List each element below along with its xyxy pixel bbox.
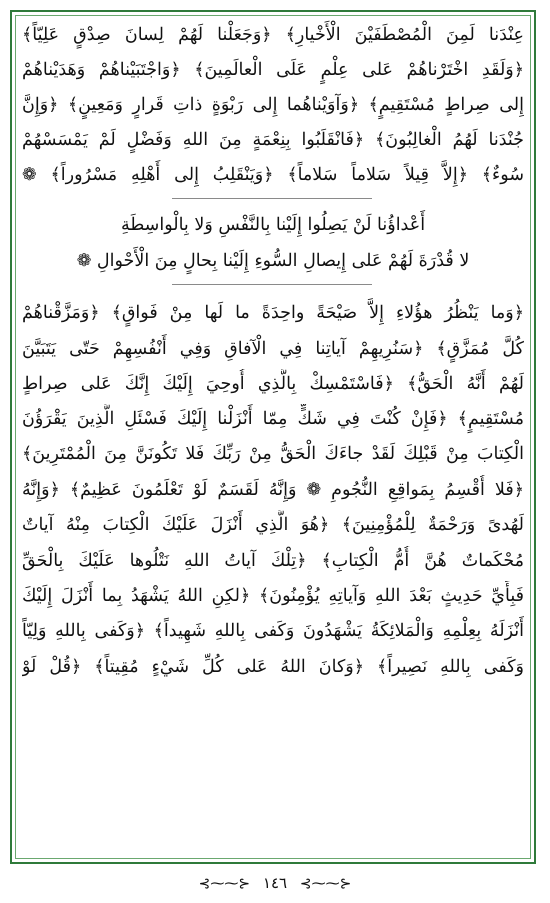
text-line-2: ﴿وَلَقَدِ اخْتَرْناهُمْ عَلى عِلْمٍ عَلَى الْعالَمِينَ﴾ ﴿وَاجْتَبَيْناهُمْ وَهَدَيْناهُمْ [22,60,524,80]
text-line-10: الْكِتابَ مِنْ قَبْلِكَ لَقَدْ جاءَكَ الْحَقُّ مِنْ رَبِّكَ فَلا تَكُونَنَّ مِنَ الْمُمْتَرِينَ﴾ [22,444,524,464]
text-line-1: عِنْدَنا لَمِنَ الْمُصْطَفَيْنَ الْأَخْيارِ﴾ ﴿وَجَعَلْنا لَهُمْ لِسانَ صِدْقٍ عَلِيّاً﴾ [22,25,524,45]
text-line-3: إِلى صِراطٍ مُسْتَقِيمٍ﴾ ﴿وَآوَيْناهُما إِلى رَبْوَةٍ ذاتِ قَرارٍ وَمَعِينٍ﴾ ﴿وَإِنَّ [22,95,524,115]
text-line-15: أَنْزَلَهُ بِعِلْمِهِ وَالْمَلائِكَةُ يَشْهَدُونَ وَكَفى بِاللهِ شَهِيداً﴾ ﴿وَكَفى بِاللهِ وَلِيّاً [22,621,524,641]
text-line-16: وَكَفى بِاللهِ نَصِيراً﴾ ﴿وَكانَ اللهُ عَلى كُلِّ شَيْءٍ مُقِيتاً﴾ ﴿قُلْ لَوْ [22,657,524,677]
heading-line-2: لا قُدْرَةَ لَهُمْ عَلى إِيصالِ السُّوءِ إِلَيْنا بِحالٍ مِنَ الْأَحْوالِ ❁ [76,251,470,271]
page-number: ١٤٦ [262,874,288,892]
text-line-5: سُوءٌ﴾ ﴿إِلاَّ قِيلاً سَلاماً سَلاماً﴾ ﴿وَيَنْقَلِبُ إِلى أَهْلِهِ مَسْرُوراً﴾ ❁ [22,165,524,185]
text-line-11: ﴿فَلا أُقْسِمُ بِمَواقِعِ النُّجُومِ ❁ وَإِنَّهُ لَقَسَمٌ لَوْ تَعْلَمُونَ عَظِيمٌ﴾ ﴿وَإِنَّهُ [22,480,524,500]
page-footer [0,872,550,894]
text-line-12: لَهُدىً وَرَحْمَةٌ لِلْمُؤْمِنِينَ﴾ ﴿هُوَ الَّذِي أَنْزَلَ عَلَيْكَ الْكِتابَ مِنْهُ آياتٌ [22,515,524,535]
ornament-flourish-icon: ⊰⁓⁓⊱ [198,876,251,892]
text-line-9: مُسْتَقِيمٍ﴾ ﴿فَإِنْ كُنْتَ فِي شَكٍّ مِمّا أَنْزَلْنا إِلَيْكَ فَسْئَلِ الَّذِينَ يَقْرَؤُنَ [22,409,524,429]
text-line-14: فَبِأَيِّ حَدِيثٍ بَعْدَ اللهِ وَآياتِهِ يُؤْمِنُونَ﴾ ﴿لكِنِ اللهُ يَشْهَدُ بِما أَنْزَلَ إِلَيْكَ [22,586,524,606]
page-text [22,20,524,858]
text-line-8: لَهُمْ أَنَّهُ الْحَقُّ﴾ ﴿فَاسْتَمْسِكْ بِالَّذِي أُوحِيَ إِلَيْكَ إِنَّكَ عَلى صِراطٍ [22,374,524,394]
text-line-4: جُنْدَنا لَهُمُ الْغالِبُونَ﴾ ﴿فَانْقَلَبُوا بِنِعْمَةٍ مِنَ اللهِ وَفَضْلٍ لَمْ يَمْسَسْهُمْ [22,130,524,150]
heading-line-1: أَعْداؤُنا لَنْ يَصِلُوا إِلَيْنا بِالنَّفْسِ وَلا بِالْواسِطَةِ [120,215,426,235]
text-line-6: ﴿وَما يَنْظُرُ هؤُلاءِ إِلاَّ صَيْحَةً واحِدَةً ما لَها مِنْ فَواقٍ﴾ ﴿وَمَزَّقْناهُمْ [22,303,524,323]
text-line-13: مُحْكَماتٌ هُنَّ أُمُّ الْكِتابِ﴾ ﴿تِلْكَ آياتُ اللهِ نَتْلُوها عَلَيْكَ بِالْحَقِّ [22,551,524,571]
separator-line [172,198,372,199]
separator-line [172,284,372,285]
text-line-7: كُلَّ مُمَزَّقٍ﴾ ﴿سَنُرِيهِمْ آياتِنا فِي الْآفاقِ وَفِي أَنْفُسِهِمْ حَتّى يَتَبَيَّنَ [22,339,524,359]
ornament-flourish-icon: ⊰⁓⁓⊱ [299,876,352,892]
